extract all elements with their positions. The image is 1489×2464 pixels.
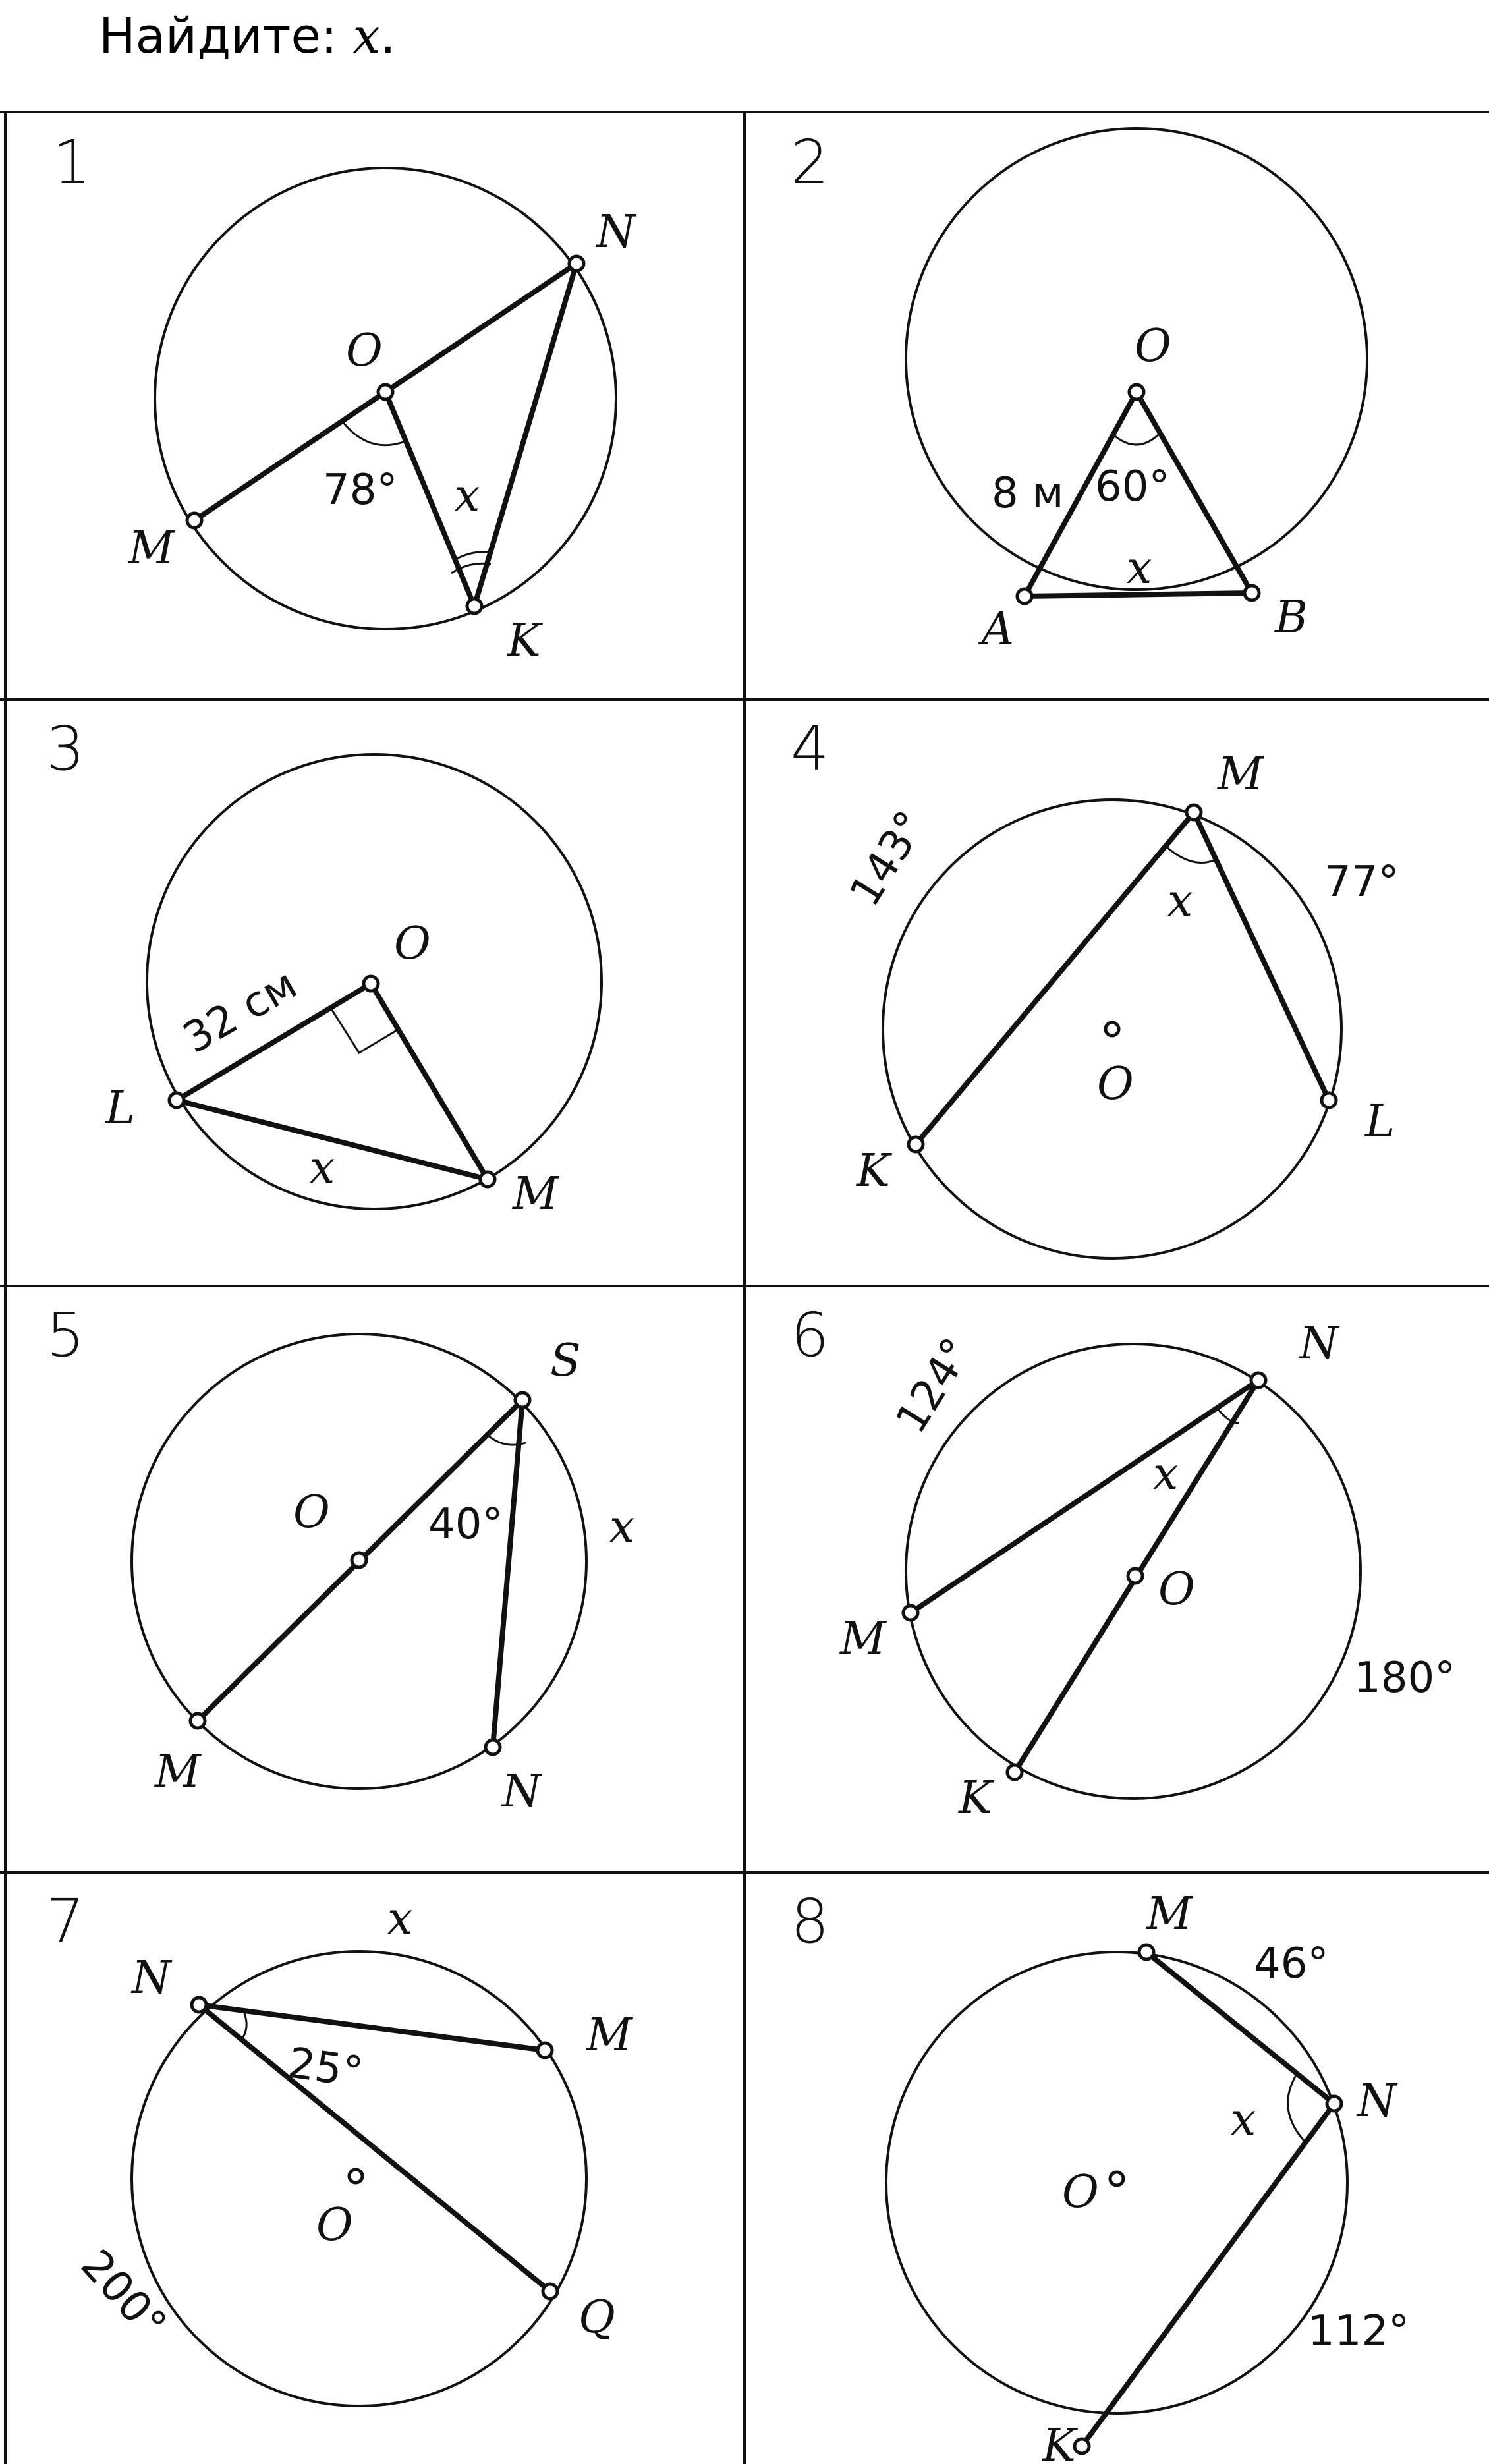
problem-6 [791, 1300, 1455, 1824]
angle-arc-n [241, 2011, 246, 2040]
point-o [364, 976, 378, 991]
unknown-x: x [387, 1893, 413, 1945]
label-o: O [1062, 2166, 1099, 2218]
problem-number: 7 [46, 1886, 85, 1957]
angle-arc-o [1113, 435, 1158, 445]
point-k [909, 1137, 923, 1152]
unknown-x: x [1153, 1448, 1179, 1500]
problem-4 [791, 714, 1399, 1258]
label-a: A [982, 603, 1015, 656]
problem-1 [53, 127, 637, 667]
chord-sn [493, 1400, 522, 1747]
title-prefix: Найдите: [99, 8, 353, 65]
label-m: M [1146, 1888, 1193, 1940]
angle-arc-o [343, 422, 405, 445]
unknown-x: x [1231, 2094, 1256, 2146]
label-n: N [132, 1952, 171, 2004]
point-m [1139, 1945, 1154, 1959]
problem-5 [46, 1300, 634, 1818]
label-o: O [346, 325, 383, 377]
problem-number: 1 [53, 127, 92, 198]
label-l: L [1365, 1096, 1395, 1148]
problem-number: 5 [46, 1300, 85, 1370]
point-b [1245, 586, 1259, 600]
angle-value: 40° [428, 1500, 503, 1549]
point-m [903, 1606, 918, 1620]
point-k [467, 599, 482, 613]
label-s: S [550, 1335, 581, 1387]
problem-7 [46, 1886, 634, 2406]
point-k [1075, 2439, 1089, 2453]
chord-mk [916, 812, 1194, 1144]
label-o: O [293, 1486, 330, 1538]
point-o [349, 2170, 362, 2183]
point-o [1106, 1022, 1119, 1036]
unknown-x: x [1127, 542, 1152, 594]
point-m [1187, 805, 1201, 820]
label-o: O [316, 2199, 353, 2251]
point-s [515, 1393, 530, 1407]
problem-number: 6 [791, 1300, 829, 1370]
radius-om [371, 984, 488, 1179]
point-n [569, 256, 584, 271]
diameter-nq [199, 2005, 550, 2291]
point-l [1322, 1093, 1336, 1107]
problem-2 [791, 127, 1367, 656]
angle-value: 25° [285, 2038, 366, 2098]
label-o: O [1135, 320, 1171, 372]
label-o: O [394, 918, 431, 970]
problem-number: 8 [791, 1886, 829, 1957]
arc-value-1: 124° [886, 1330, 982, 1442]
point-o [1110, 2172, 1123, 2185]
label-m: M [513, 1168, 559, 1220]
problem-number: 3 [46, 714, 85, 784]
side-value: 8 м [992, 469, 1064, 518]
label-m: M [155, 1746, 201, 1798]
point-n [1327, 2096, 1341, 2111]
angle-value: 60° [1095, 462, 1170, 511]
title-variable: x [352, 8, 381, 65]
arc-value-2: 180° [1354, 1654, 1456, 1702]
point-m [538, 2043, 552, 2058]
point-o [352, 1553, 366, 1567]
arc-value-2: 77° [1324, 858, 1399, 907]
chord-nm [199, 2005, 545, 2050]
arc-value-2: 112° [1308, 2307, 1410, 2356]
angle-value: 78° [323, 466, 398, 515]
point-l [169, 1093, 184, 1107]
title-suffix: . [380, 8, 396, 65]
label-o: O [1158, 1563, 1195, 1615]
label-q: Q [578, 2291, 615, 2343]
arc-value: 200° [71, 2241, 176, 2349]
label-m: M [586, 2009, 632, 2061]
point-o [1128, 1569, 1142, 1583]
point-m [480, 1172, 495, 1187]
arc-value-1: 46° [1254, 1940, 1329, 1988]
label-k: K [959, 1772, 992, 1824]
unknown-x: x [1167, 875, 1193, 927]
label-m: M [128, 522, 175, 574]
problem-number: 4 [791, 714, 829, 784]
point-a [1017, 589, 1032, 603]
unknown-x: x [310, 1142, 335, 1194]
label-k: K [1042, 2420, 1076, 2464]
problem-8 [791, 1886, 1409, 2464]
unknown-x: x [455, 470, 480, 522]
label-n: N [502, 1766, 542, 1818]
point-m [190, 1714, 205, 1728]
label-m: M [840, 1613, 886, 1665]
chord-nm [911, 1380, 1258, 1613]
side-value: 32 см [175, 960, 306, 1063]
angle-arc-n [1288, 2072, 1305, 2141]
point-n [192, 1998, 206, 2012]
problem-number: 2 [791, 127, 829, 198]
label-n: N [596, 206, 636, 258]
label-n: N [1357, 2075, 1397, 2127]
label-n: N [1299, 1318, 1339, 1370]
point-k [1007, 1765, 1022, 1779]
point-m [187, 513, 202, 528]
label-k: K [507, 615, 541, 667]
arc-value-1: 143° [840, 802, 936, 915]
label-m: M [1218, 748, 1264, 800]
point-q [543, 2284, 557, 2299]
unknown-x: x [609, 1501, 635, 1553]
label-l: L [105, 1082, 136, 1134]
point-n [1251, 1373, 1266, 1387]
label-o: O [1097, 1058, 1134, 1110]
point-n [486, 1740, 500, 1754]
label-b: B [1275, 592, 1308, 644]
point-o [378, 385, 393, 399]
panel-grid [0, 112, 1489, 2464]
chord-nk [474, 264, 576, 606]
point-o [1129, 385, 1144, 399]
problem-3 [46, 714, 602, 1220]
label-k: K [857, 1145, 890, 1197]
